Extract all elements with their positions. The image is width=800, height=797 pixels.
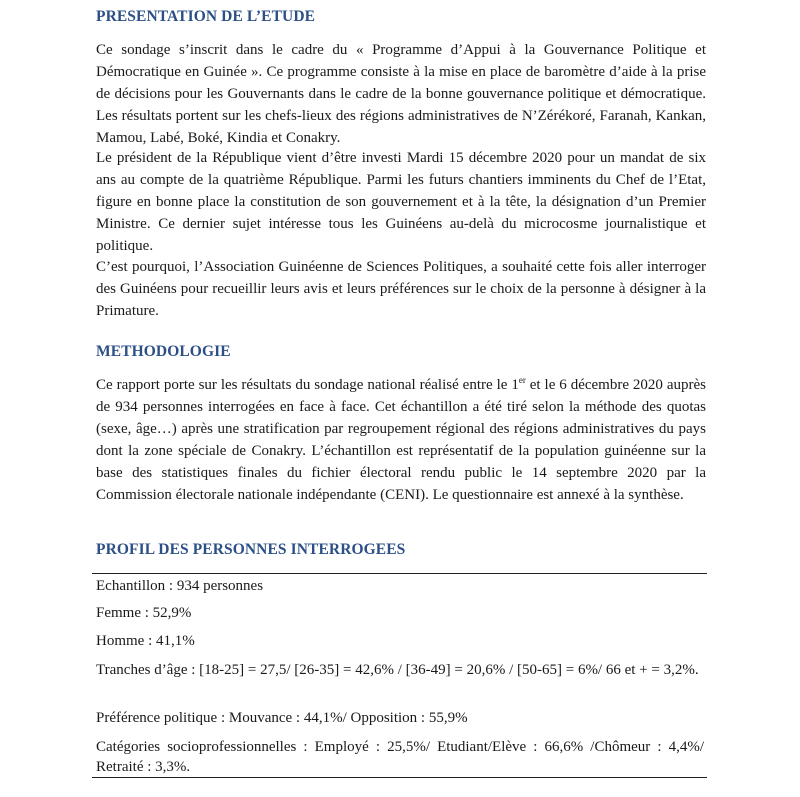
profil-item-categories: Catégories socioprofessionnelles : Employé : 25,5%/ Etudiant/Elève : 66,6% /Chômeur : 4,4%/ Retraité : 3,3%. (96, 739, 704, 775)
section-title-profil: PROFIL DES PERSONNES INTERROGEES (96, 541, 406, 558)
table-top-rule (92, 573, 707, 574)
profil-item-tranches-age: Tranches d’âge : [18-25] = 27,5/ [26-35] = 42,6% / [36-49] = 20,6% / [50-65] = 6%/ 66 et + = 3,2%. (96, 662, 699, 678)
methodologie-superscript: er (518, 375, 526, 385)
table-bottom-rule (92, 777, 707, 778)
presentation-paragraph-1: Ce sondage s’inscrit dans le cadre du « Programme d’Appui à la Gouvernance Politique et Démocratique en Guinée ». Ce programme consiste à la mise en place de baromètre d’aide à la prise de décisions pour les Gouvernants dans le cadre de la bonne gouvernance politique et démocratique. Les résultats portent sur les chefs-lieux des régions administratives de N’Zérékoré, Faranah, Kankan, Mamou, Labé, Boké, Kindia et Conakry. (96, 42, 706, 146)
presentation-paragraph-3: C’est pourquoi, l’Association Guinéenne de Sciences Politiques, a souhaité cette fois aller interroger des Guinéens pour recueillir leurs avis et leurs préférences sur le choix de la personne à désigner à la Primature. (96, 259, 706, 319)
methodologie-text-start: Ce rapport porte sur les résultats du sondage national réalisé entre le 1 (96, 377, 519, 393)
profil-item-echantillon: Echantillon : 934 personnes (96, 578, 264, 594)
profil-item-homme: Homme : 41,1% (96, 633, 195, 649)
presentation-paragraph-2: Le président de la République vient d’être investi Mardi 15 décembre 2020 pour un mandat de six ans au compte de la quatrième République. Parmi les futurs chantiers imminents du Chef de l’Etat, figure en bonne place la constitution de son gouvernement et à la tête, la désignation d’un Premier Ministre. Ce dernier sujet intéresse tous les Guinéens au-delà du microcosme journalistique et politique. (96, 150, 706, 254)
methodologie-paragraph (96, 374, 706, 506)
methodologie-text-end: et le 6 décembre 2020 auprès de 934 personnes interrogées en face à face. Cet échantillon a été tiré selon la méthode des quotas (sexe, âge…) après une stratification par regroupement régional des régions administratives du pays dont la zone spéciale de Conakry. L’échantillon est représentatif de la population guinéenne sur la base des statistiques finales du fichier électoral rendu public le 14 septembre 2020 par la Commission électorale nationale indépendante (CENI). Le questionnaire est annexé à la synthèse. (96, 377, 707, 503)
section-title-methodologie: METHODOLOGIE (96, 343, 231, 360)
profil-item-femme: Femme : 52,9% (96, 605, 192, 621)
profil-item-preference-politique: Préférence politique : Mouvance : 44,1%/ Opposition : 55,9% (96, 710, 468, 726)
section-title-presentation: PRESENTATION DE L’ETUDE (96, 8, 316, 25)
